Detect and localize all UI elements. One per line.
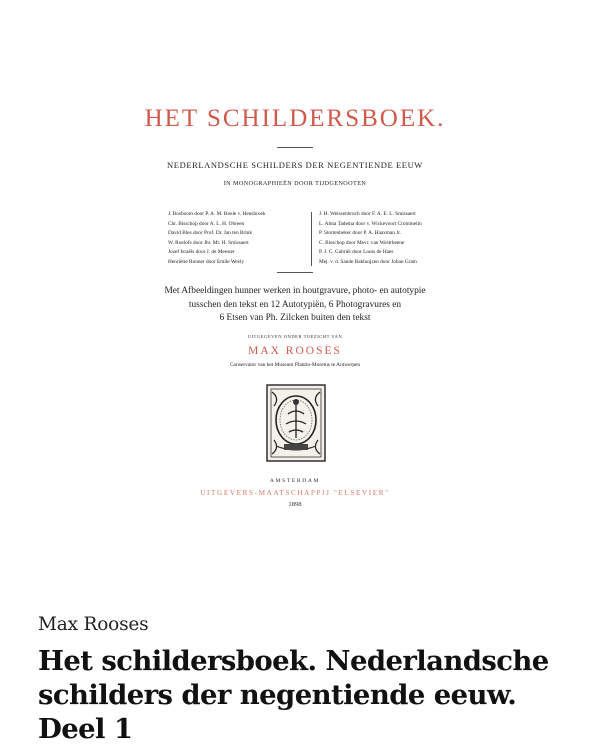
contents-rule [277, 272, 313, 273]
cover-subtitle: NEDERLANDSCHE SCHILDERS DER NEGENTIENDE EEUW [167, 160, 423, 170]
description-line: 6 Etsen van Ph. Zilcken buiten den tekst [219, 313, 371, 324]
editor-label: UITGEGEVEN ONDER TOEZICHT VAN [247, 334, 343, 339]
cover-subtitle-secondary: IN MONOGRAPHIEËN DOOR TIJDGENOOTEN [223, 180, 367, 187]
contents-divider [311, 212, 312, 266]
book-title[interactable] [38, 644, 578, 746]
contents-entry: J. Bosboom door P. A. M. Boele v. Hensbroek [168, 211, 266, 217]
contents-entry: C. Bisschop door Mevr. van Westrheene [319, 239, 405, 246]
contents-entry: Chr. Bisschop door A. L. H. Obreen [168, 220, 245, 227]
contents-right-column [319, 210, 422, 268]
book-title-line: schilders der negentiende eeuw. [38, 679, 517, 711]
editor-role: Conservator van het Museum Plantin-Moretus te Antwerpen [229, 362, 361, 368]
contents-entry: Jozef Israëls door J. de Meester [168, 249, 235, 256]
book-author-link[interactable]: Max Rooses [38, 614, 149, 635]
title-rule [277, 147, 313, 148]
publication-year: 1898 [288, 501, 302, 508]
contents-list [168, 210, 440, 266]
cover-main-title: HET SCHILDERSBOEK. [144, 105, 446, 132]
contents-entry: Henriëtte Ronner door Emile Wesly [168, 258, 244, 265]
description-line: Met Afbeeldingen hunner werken in houtgravure, photo- en autotypie [164, 286, 426, 296]
publication-place: AMSTERDAM [269, 478, 321, 484]
contents-entry: P. Stortenbeker door P. A. Haaxman Jr. [319, 230, 402, 237]
contents-entry: W. Roelofs door Jhr. Mr. H. Smissaert [168, 239, 249, 246]
contents-left-column [168, 210, 266, 268]
contents-entry: David Bles door Prof. Dr. Jan ten Brink [168, 230, 253, 237]
publisher-name: UITGEVERS-MAATSCHAPPIJ "ELSEVIER" [200, 489, 390, 497]
cover-description [0, 285, 590, 326]
editor-name: MAX ROOSES [248, 345, 342, 357]
contents-entry: L. Alma Tadema door v. Wickevoort Crommelin [319, 220, 422, 227]
contents-entry: Mej. v. d. Sande Bakhuijzen door Johan Gram [319, 258, 417, 265]
printers-mark-emblem [266, 384, 326, 462]
contents-entry: J. H. Weissenbruch door F. A. E. L. Smissaert [319, 211, 416, 217]
book-title-line: Deel 1 [38, 713, 133, 745]
book-title-line: Het schildersboek. Nederlandsche [38, 645, 549, 677]
contents-entry: P. J. C. Gabriël door Louis de Haes [319, 249, 394, 256]
description-line: tusschen den tekst en 12 Autotypiën, 6 Photogravures en [188, 299, 402, 310]
